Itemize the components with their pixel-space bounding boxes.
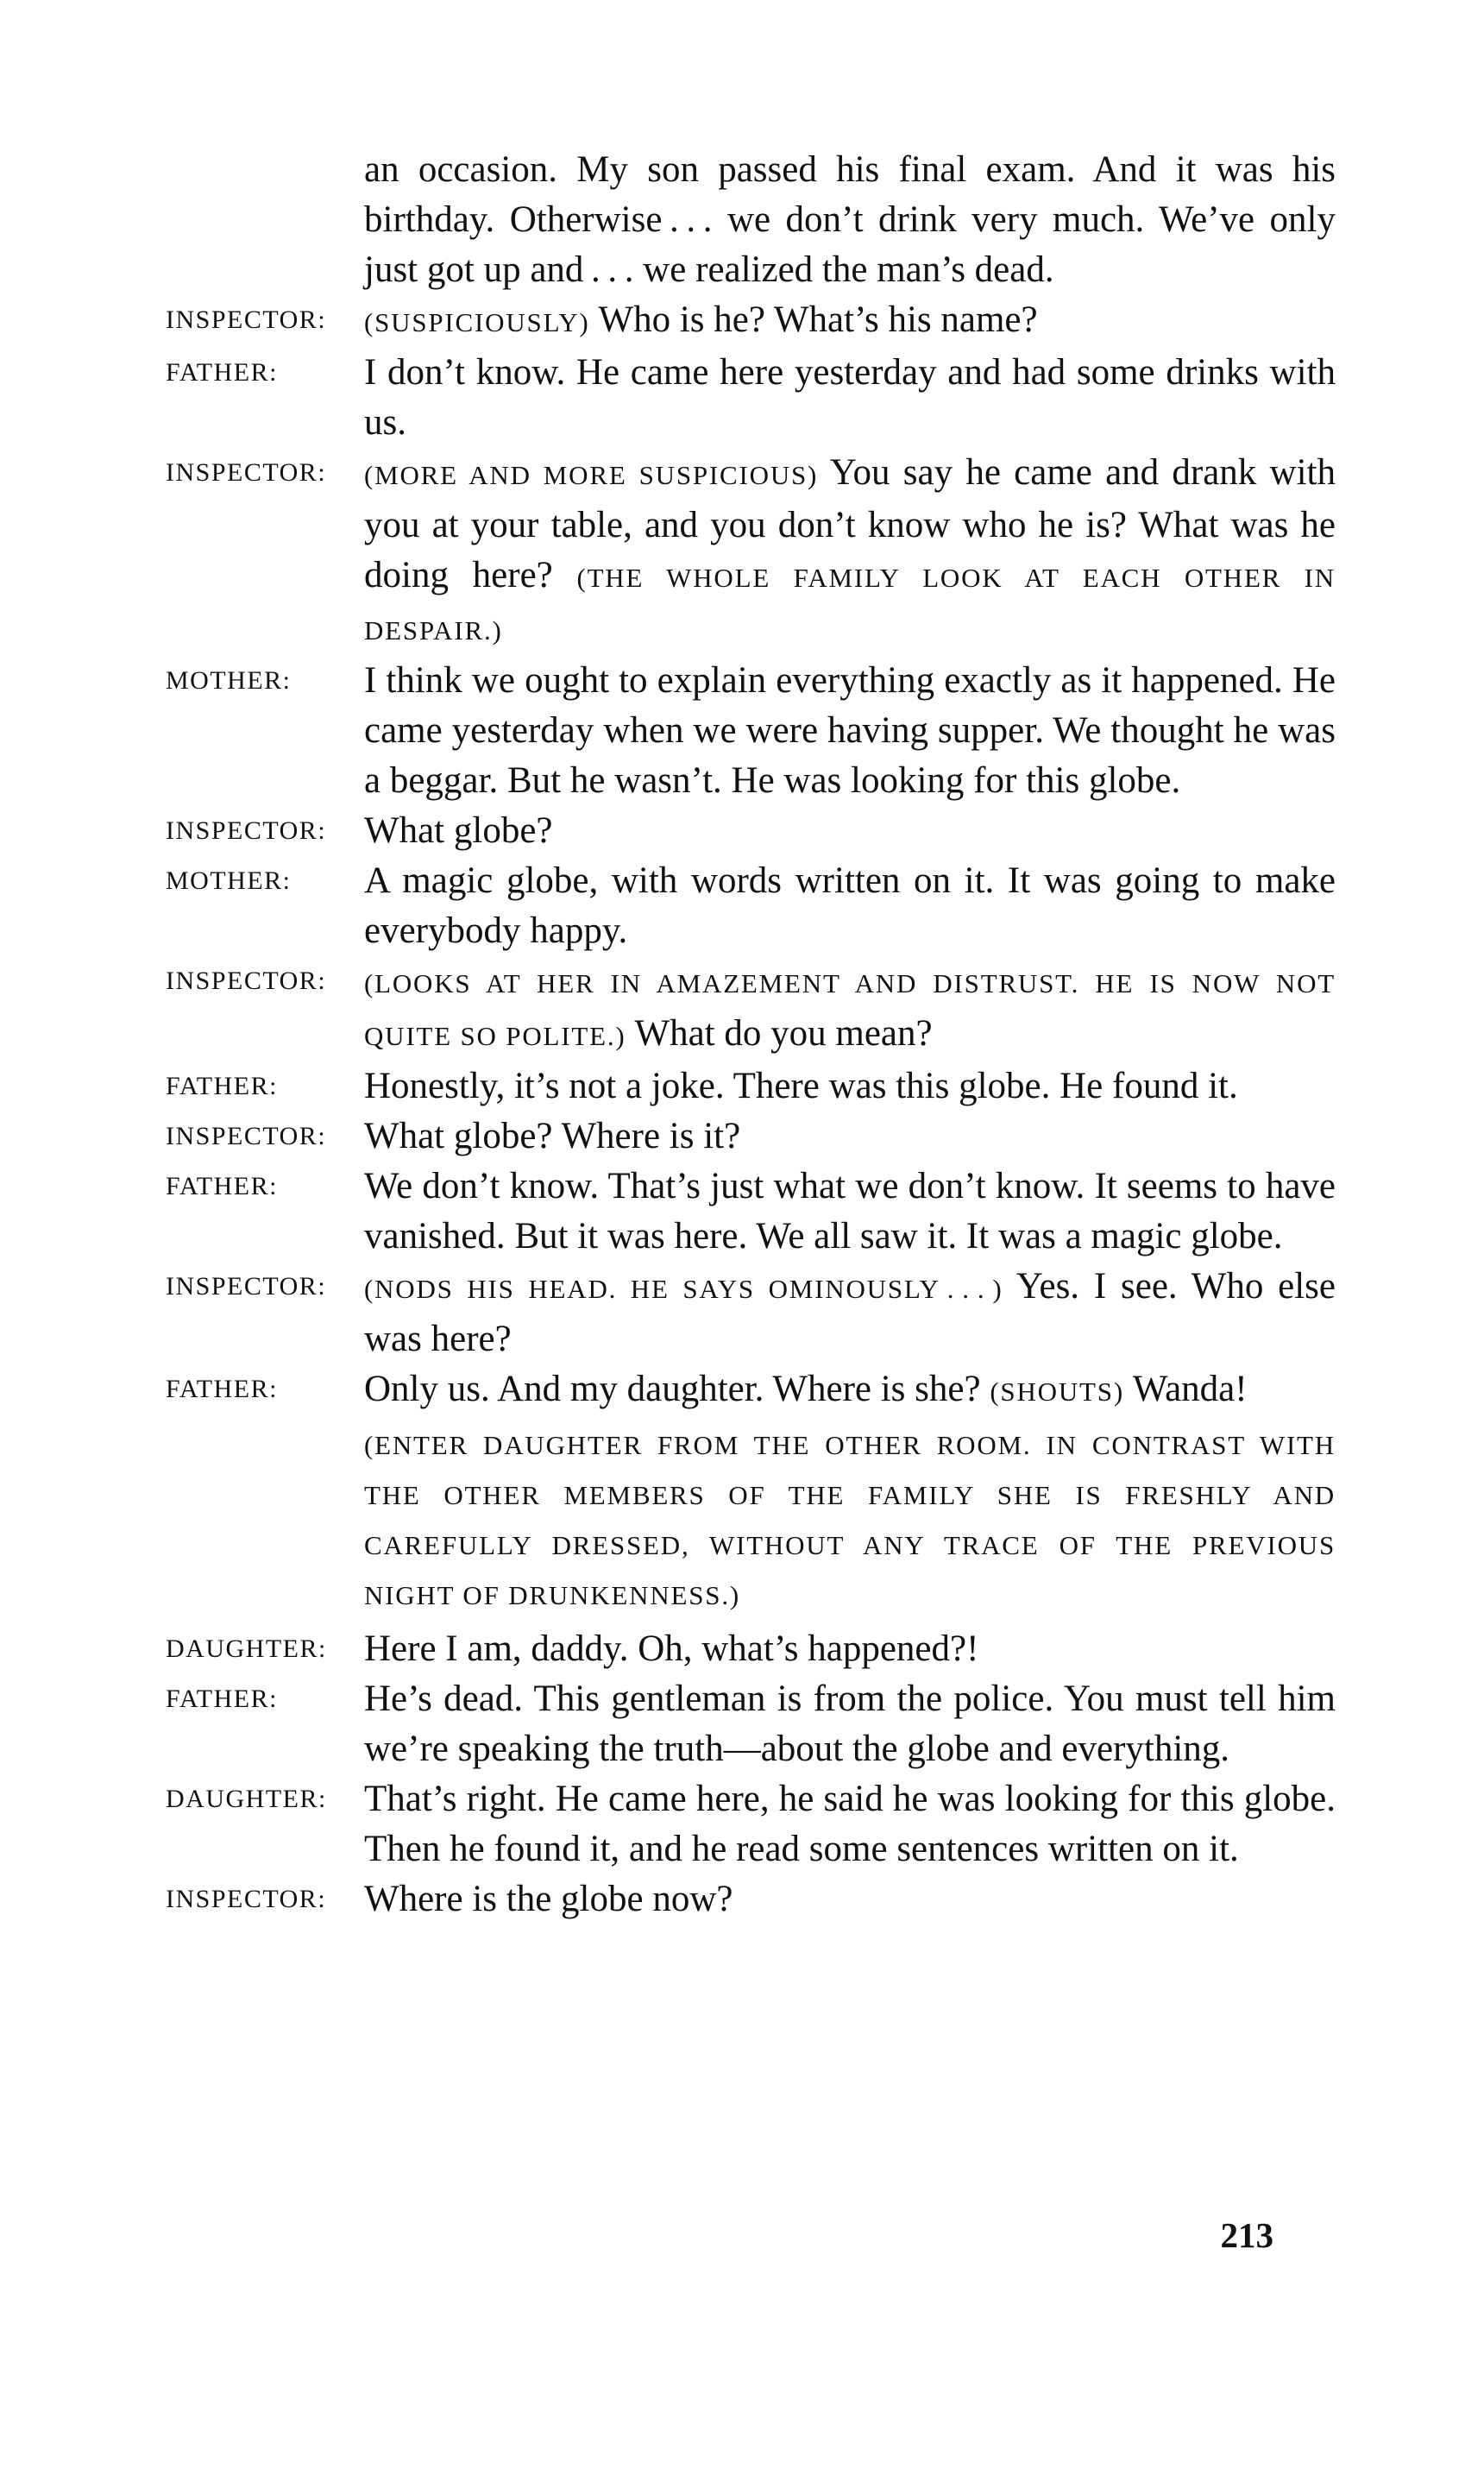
dialogue-entry (166, 1624, 1336, 1674)
speech-text (364, 1774, 1336, 1874)
dialogue-entry (166, 295, 1336, 348)
speaker-label: FATHER: (166, 1685, 278, 1713)
stage-direction: (THE WHOLE FAMILY LOOK AT EACH OTHER IN DESPAIR.) (364, 563, 1336, 646)
speaker-label: INSPECTOR: (166, 1885, 327, 1913)
spoken-line: You say he came and drank with you at your table, and you don’t know who he is? What was he doing here? (364, 452, 1336, 595)
stage-direction: (SUSPICIOUSLY) (364, 307, 590, 337)
dialogue-entry (166, 1112, 1336, 1162)
spoken-line: That’s right. He came here, he said he was looking for this globe. Then he found it, and he read some sentences written on it. (364, 1779, 1336, 1869)
speaker-label: INSPECTOR: (166, 305, 327, 334)
dialogue-entry (166, 145, 1336, 295)
speaker-label: FATHER: (166, 358, 278, 387)
dialogue-entry (166, 656, 1336, 806)
speaker-label: DAUGHTER: (166, 1635, 327, 1663)
page-number: 213 (1220, 2215, 1273, 2255)
speaker-label: INSPECTOR: (166, 967, 327, 995)
play-script-text (166, 145, 1336, 1924)
dialogue-entry (166, 856, 1336, 956)
speaker-label: INSPECTOR: (166, 1122, 327, 1150)
speech-text (364, 1674, 1336, 1774)
speaker-label: FATHER: (166, 1375, 278, 1403)
dialogue-entry (166, 806, 1336, 856)
speech-text (364, 1162, 1336, 1262)
spoken-line: Honestly, it’s not a joke. There was this globe. He found it. (364, 1066, 1238, 1106)
spoken-line: I don’t know. He came here yesterday and had some drinks with us. (364, 352, 1336, 443)
speaker-label: INSPECTOR: (166, 1272, 327, 1301)
spoken-line: Who is he? What’s his name? (589, 299, 1038, 340)
spoken-line: Here I am, daddy. Oh, what’s happened?! (364, 1628, 979, 1669)
spoken-line: I think we ought to explain everything exactly as it happened. He came yesterday when we were having supper. We thought he was a beggar. But he wasn’t. He was looking for this globe. (364, 660, 1336, 801)
spoken-line: What do you mean? (626, 1013, 933, 1054)
dialogue-entry (166, 956, 1336, 1061)
dialogue-entry (166, 1364, 1336, 1417)
speech-text (364, 1061, 1336, 1112)
dialogue-entry (166, 1874, 1336, 1924)
spoken-line: What globe? (364, 810, 553, 851)
speaker-label: FATHER: (166, 1172, 278, 1200)
spoken-line: He’s dead. This gentleman is from the police. You must tell him we’re speaking the truth—about the globe and everything. (364, 1679, 1336, 1769)
speech-text (364, 1364, 1336, 1417)
spoken-line: Wanda! (1123, 1369, 1248, 1409)
dialogue-entry (166, 1262, 1336, 1364)
spoken-line: an occasion. My son passed his final exam. And it was his birthday. Otherwise . . . we don’t drink very much. We’ve only just got up and . . . we realized the man’s dead. (364, 149, 1336, 290)
speech-text (364, 448, 1336, 656)
dialogue-entry (166, 1162, 1336, 1262)
speaker-label: INSPECTOR: (166, 458, 327, 487)
speech-text (364, 145, 1336, 295)
spoken-line: A magic globe, with words written on it. It was going to make everybody happy. (364, 860, 1336, 951)
speaker-label: DAUGHTER: (166, 1785, 327, 1813)
dialogue-entry (166, 1774, 1336, 1874)
speech-text (364, 348, 1336, 448)
speech-text (364, 956, 1336, 1061)
speech-text (364, 1112, 1336, 1162)
speech-text (364, 1624, 1336, 1674)
spoken-line: Only us. And my daughter. Where is she? (364, 1369, 990, 1409)
spoken-line: What globe? Where is it? (364, 1116, 741, 1156)
speech-text (364, 656, 1336, 806)
speech-text (364, 1874, 1336, 1924)
dialogue-entry (166, 448, 1336, 656)
speech-text (364, 806, 1336, 856)
dialogue-entry (166, 1674, 1336, 1774)
spoken-line: We don’t know. That’s just what we don’t know. It seems to have vanished. But it was here. We all saw it. It was a magic globe. (364, 1166, 1336, 1257)
speaker-label: MOTHER: (166, 866, 292, 895)
stage-direction: (LOOKS AT HER IN AMAZEMENT AND DISTRUST. HE IS NOW NOT QUITE SO POLITE.) (364, 968, 1336, 1051)
speech-text (364, 295, 1336, 348)
spoken-line: Yes. I see. Who else was here? (364, 1266, 1336, 1359)
speaker-label: INSPECTOR: (166, 816, 327, 845)
speech-text (364, 1262, 1336, 1364)
dialogue-entry (166, 348, 1336, 448)
spoken-line: Where is the globe now? (364, 1879, 733, 1919)
speaker-label: MOTHER: (166, 666, 292, 695)
stage-direction-block: (ENTER DAUGHTER FROM THE OTHER ROOM. IN CONTRAST WITH THE OTHER MEMBERS OF THE FAMILY SHE IS FRESHLY AND CAREFULLY DRESSED, WITHOUT ANY TRACE OF THE PREVIOUS NIGHT OF DRUNKENNESS.) (364, 1430, 1336, 1610)
speech-text (364, 856, 1336, 956)
speaker-label: FATHER: (166, 1072, 278, 1100)
stage-direction: (MORE AND MORE SUSPICIOUS) (364, 460, 819, 490)
stage-direction: (SHOUTS) (990, 1376, 1124, 1407)
dialogue-entry (166, 1061, 1336, 1112)
stage-direction: (NODS HIS HEAD. HE SAYS OMINOUSLY . . . ) (364, 1274, 1003, 1304)
